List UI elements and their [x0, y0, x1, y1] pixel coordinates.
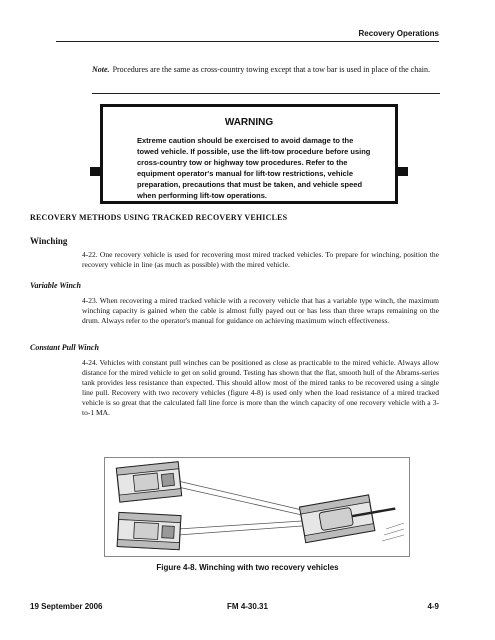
paragraph-4-22: 4-22. One recovery vehicle is used for recovering most mired tracked vehicles. To prepare for winching, position the recovery vehicle in line (as much as possible) with the mired vehicle.	[82, 250, 439, 269]
header-rule	[56, 41, 439, 42]
recovery-vehicle-bottom	[117, 512, 181, 549]
footer-manual: FM 4-30.31	[227, 602, 268, 611]
figure-caption: Figure 4-8. Winching with two recovery vehicles	[156, 563, 339, 572]
constant-pull-heading: Constant Pull Winch	[30, 343, 99, 352]
paragraph-4-23: 4-23. When recovering a mired tracked vehicle with a recovery vehicle that has a variable type winch, the maximum winching capacity is gained when the cable is almost fully payed out or has less than three wraps remaining on the drum. Always refer to the operator's manual for guidance on achieving maximum winch effectiveness.	[82, 296, 439, 325]
footer-date: 19 September 2006	[30, 602, 103, 611]
note-label: Note.	[92, 65, 110, 74]
footer-page-number: 4-9	[427, 602, 439, 611]
note-text: Procedures are the same as cross-country towing except that a tow bar is used in place of the chain.	[112, 65, 431, 74]
section-heading: RECOVERY METHODS USING TRACKED RECOVERY VEHICLES	[30, 213, 288, 222]
winching-heading: Winching	[30, 236, 68, 246]
warning-tab-right	[398, 167, 408, 176]
warning-text: Extreme caution should be exercised to avoid damage to the towed vehicle. If possible, use the lift-tow procedure before using cross-country tow or highway tow procedures. Refer to the equipment operator's manual for lift-tow restrictions, vehicle preparation, precautions that must be taken, and vehicle speed when performing lift-tow operations.	[137, 136, 371, 200]
paragraph-4-24: 4-24. Vehicles with constant pull winches can be positioned as close as practicable to the mired vehicle. Always allow distance for the mired vehicle to get on solid ground. Testing has shown that the flat, smooth hull of the Abrams-series tank provides less resistance than expected. This should allow most of the mired tanks to be recovered using a single line pull. Recovery with two recovery vehicles (figure 4-8) is used only when the load resistance of a mired tracked vehicle is so great that the calculated fall line force is more than the winch capacity of one recovery vehicle with a 3-to-1 MA.	[82, 358, 439, 417]
variable-winch-heading: Variable Winch	[30, 281, 81, 290]
recovery-vehicle-top	[116, 462, 181, 502]
warning-tab-left	[90, 167, 100, 176]
note-rule	[92, 93, 440, 94]
warning-box	[100, 104, 398, 204]
note	[92, 64, 438, 75]
running-head: Recovery Operations	[358, 29, 439, 38]
figure-winching-illustration	[104, 457, 410, 557]
warning-title: WARNING	[224, 117, 274, 128]
